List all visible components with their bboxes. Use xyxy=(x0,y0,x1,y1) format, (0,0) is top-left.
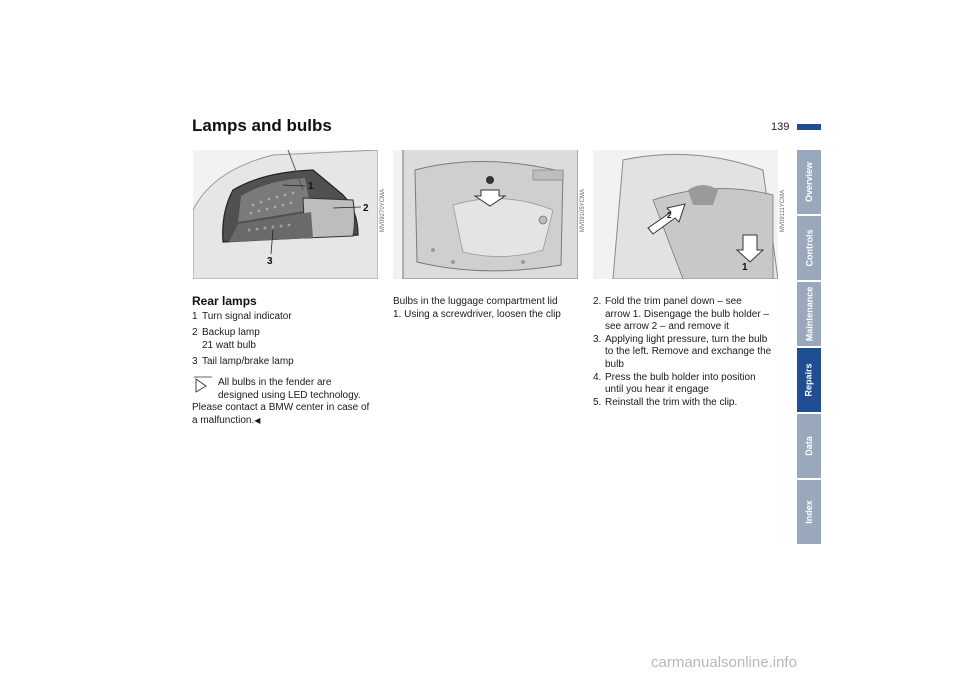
figure-code: MV09270YCMA xyxy=(380,188,386,232)
luggage-intro: Bulbs in the luggage compartment lid xyxy=(393,296,558,307)
page-number: 139 xyxy=(771,121,790,133)
rear-lamp-figure xyxy=(193,150,378,279)
trim-panel-figure xyxy=(593,150,778,279)
note-line: designed using LED technology. xyxy=(218,389,361,401)
callout-3: 3 xyxy=(267,256,273,267)
rear-lamps-heading: Rear lamps xyxy=(192,294,257,308)
tab-repairs[interactable]: Repairs xyxy=(797,348,821,412)
steps-list xyxy=(593,296,788,409)
tab-overview[interactable]: Overview xyxy=(797,150,821,214)
figure-code: MV09111YCMA xyxy=(780,189,786,232)
list-item: 2 Backup lamp 21 watt bulb xyxy=(192,326,260,351)
tab-index[interactable]: Index xyxy=(797,480,821,544)
step-5: 5. Reinstall the trim with the clip. xyxy=(593,396,738,408)
luggage-section xyxy=(393,296,583,321)
callout-2: 2 xyxy=(363,203,369,214)
note-icon xyxy=(192,376,214,394)
footer-watermark: carmanualsonline.info xyxy=(651,654,797,671)
trim-panel-illustration xyxy=(593,150,778,279)
callout-1: 1 xyxy=(308,181,314,192)
callout-1: 1 xyxy=(742,262,748,273)
note-line: a malfunction.◀ xyxy=(192,414,261,426)
rear-lamp-illustration xyxy=(193,150,378,279)
tab-data[interactable]: Data xyxy=(797,414,821,478)
step-2: 2. Fold the trim panel down – see arrow 1. Disengage the bulb holder – see arrow 2 – and remove it xyxy=(593,296,769,333)
tab-controls[interactable]: Controls xyxy=(797,216,821,280)
list-item: 3 Tail lamp/brake lamp xyxy=(192,355,294,367)
luggage-lid-illustration xyxy=(393,150,578,279)
luggage-lid-figure xyxy=(393,150,578,279)
end-mark: ◀ xyxy=(254,415,261,425)
tab-maintenance[interactable]: Maintenance xyxy=(797,282,821,346)
step-3: 3. Applying light pressure, turn the bulb to the left. Remove and exchange the bulb xyxy=(593,333,772,370)
page-marker xyxy=(797,124,821,130)
rear-lamps-list xyxy=(192,311,377,372)
figure-code: MV09105YCMA xyxy=(580,188,586,232)
list-item: 1 Turn signal indicator xyxy=(192,311,292,322)
step-4: 4. Press the bulb holder into position until you hear it engage xyxy=(593,371,756,396)
note-line: All bulbs in the fender are xyxy=(218,377,332,388)
page-title: Lamps and bulbs xyxy=(192,116,332,135)
step-1: 1. Using a screwdriver, loosen the clip xyxy=(393,308,561,320)
callout-2: 2 xyxy=(667,211,672,220)
note-line: Please contact a BMW center in case of xyxy=(192,402,370,414)
